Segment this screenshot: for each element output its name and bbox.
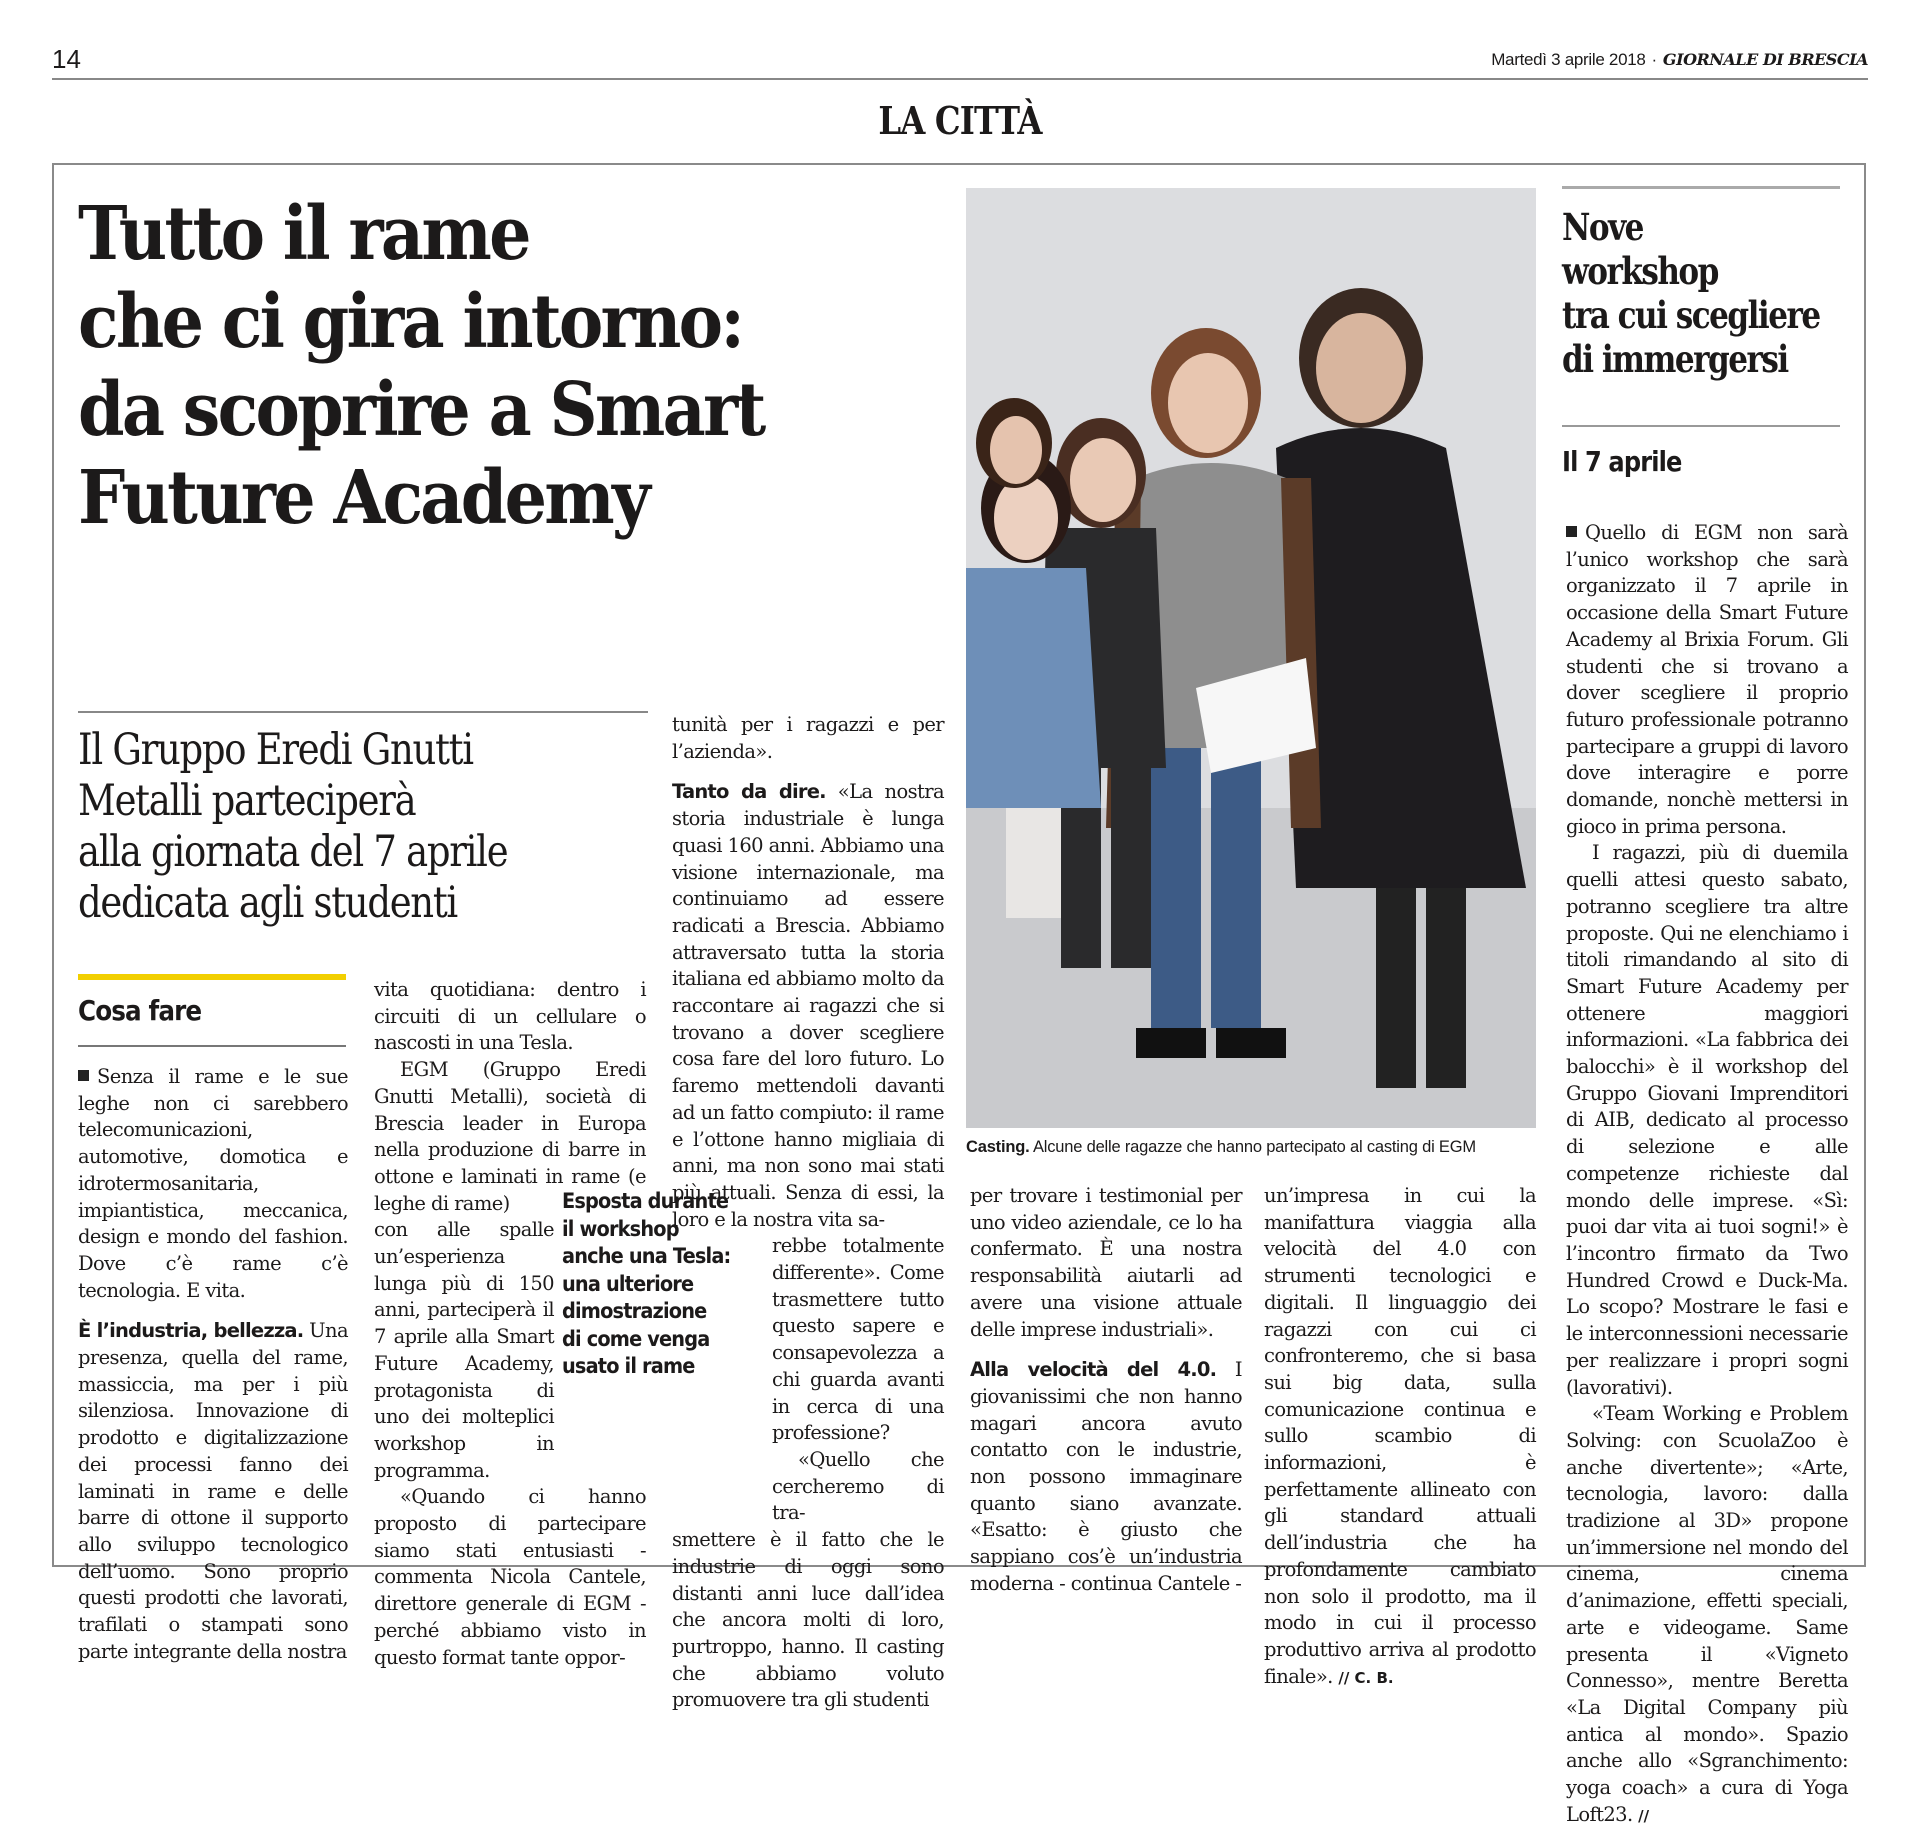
accent-bar	[78, 974, 346, 980]
subheadline-line: Il Gruppo Eredi Gnutti	[78, 725, 473, 775]
pull-quote-line: Esposta durante	[562, 1189, 729, 1213]
pull-quote-line: una ulteriore	[562, 1271, 694, 1296]
paragraph: con alle spalle un’esperienza lunga più di 150 anni, parteciperà il 7 aprile alla Smart Future Academy, protagonista di uno dei molteplici workshop in programma.	[374, 1218, 554, 1482]
article-column-1	[78, 1064, 348, 1665]
newspaper-name: GIORNALE DI BRESCIA	[1662, 50, 1868, 69]
paragraph-lead: È l’industria, bellezza.	[78, 1319, 304, 1343]
paragraph: «Quando ci hanno proposto di partecipare siamo stati entusiasti - commenta Nicola Cantele, direttore generale di EGM - perché abbiamo visto in questo format tante oppor-	[374, 1485, 646, 1669]
headline-line: Future Academy	[78, 455, 649, 541]
paragraph-lead: Alla velocità del 4.0.	[970, 1358, 1217, 1382]
sidebar-title-line: di immergersi	[1562, 337, 1788, 381]
pull-quote-line: di come venga	[562, 1326, 710, 1351]
paragraph: I ragazzi, più di duemila quelli attesi questo sabato, potranno scegliere tra altre proposte. Qui ne elenchiamo i titoli rimandando al sito di Smart Future Academy per ottenere maggiori informazioni. «La fabbrica dei balocchi» è il workshop del Gruppo Giovani Imprenditori di AIB, dedicato al processo di selezione e alle competenze richieste dal mondo delle imprese. «Sì: puoi dar vita ai tuoi sogni!» è l’incontro firmato da Two Hundred Crowd e Duck-Ma. Lo scopo? Mostrare le fasi e le interconnessioni necessarie per realizzare i propri sogni (lavorativi).	[1566, 841, 1848, 1399]
article-column-4	[970, 1183, 1242, 1598]
pull-quote-line: anche una Tesla:	[562, 1244, 731, 1268]
paragraph: «Quello che cercheremo di tra-	[772, 1447, 944, 1525]
sidebar-divider	[1562, 425, 1840, 427]
subheadline-divider	[78, 711, 648, 713]
sidebar-top-divider	[1562, 186, 1840, 189]
paragraph-bullet-icon	[1566, 526, 1577, 537]
header-divider	[52, 78, 1868, 80]
article-column-5	[1264, 1183, 1536, 1691]
pull-quote	[562, 1188, 737, 1381]
author-signature: // C. B.	[1338, 1668, 1394, 1687]
paragraph: «La nostra storia industriale è lunga quasi 160 anni. Abbiamo una visione internazionale, ma continuiamo ad essere radicati a Brescia. Abbiamo attraversato tutta la storia italiana ed abbiamo molto da raccontare ai ragazzi che si trovano a dover scegliere cosa fare del loro futuro. Lo faremo mettendoli davanti ad un fatto compiuto: il rame e l’ottone hanno migliaia di anni, ma non sono mai stati più attuali. Senza di essi, la loro e la nostra vita sa-	[672, 780, 944, 1231]
paragraph: per trovare i testimonial per uno video aziendale, ce lo ha confermato. È una nostra responsabilità aiutarli ad avere una visione attuale delle imprese industriali».	[970, 1184, 1242, 1341]
paragraph: tunità per i ragazzi e per l’azienda».	[672, 713, 944, 763]
paragraph: Senza il rame e le sue leghe non ci sarebbero telecomunicazioni, automotive, domotica e idrotermosanitaria, impiantistica, meccanica, design e mondo del fashion. Dove c’è rame c’è tecnologia. E vita.	[78, 1065, 348, 1302]
paragraph: un’impresa in cui la manifattura viaggia alla velocità del 4.0 con strumenti tecnologici e digitali. Il linguaggio dei ragazzi con cui ci confronteremo, che si basa sui big data, sulla comunicazione continua e sullo scambio di informazioni, è perfettamente allineato con gli standard attuali dell’industria che ha profondamente cambiato non solo il prodotto, ma il modo in cui il processo produttivo arriva al prodotto finale».	[1264, 1184, 1536, 1688]
sidebar-title-line: workshop	[1562, 249, 1718, 293]
subheadline	[78, 725, 628, 929]
end-mark: //	[1638, 1806, 1650, 1825]
box-divider	[78, 1045, 346, 1047]
paragraph-bullet-icon	[78, 1070, 89, 1081]
headline	[78, 190, 888, 542]
photo-caption	[966, 1138, 1546, 1157]
headline-line: Tutto il rame	[78, 191, 529, 277]
pull-quote-line: dimostrazione	[562, 1299, 707, 1323]
sidebar-title-line: tra cui scegliere	[1562, 293, 1820, 337]
paragraph: Una presenza, quella del rame, massiccia, ma per i più silenziosa. Innovazione di prodotto e digitalizzazione dei processi fanno dei laminati in rame e delle barre di ottone il supporto allo sviluppo tecnologico dell’uomo. Sono proprio questi prodotti che lavorati, trafilati o stampati sono parte integrante della nostra	[78, 1319, 348, 1663]
pull-quote-line: usato il rame	[562, 1354, 695, 1378]
sidebar-title	[1562, 205, 1820, 381]
masthead-line	[1491, 50, 1868, 70]
sidebar-column	[1566, 520, 1848, 1829]
sidebar-date-heading: Il 7 aprile	[1562, 445, 1682, 478]
paragraph: «Team Working e Problem Solving: con ScuolaZoo è anche divertente»; «Arte, tecnologia, lavoro: dalla tradizione al 3D» propone un’immersione nel mondo del cinema, cinema d’animazione, effetti speciali, arte e videogame. Same presenta il «Vigneto Connesso», mentre Beretta «La Digital Company più antica al mondo». Spazio anche allo «Sgranchimento: yoga coach» a cura di Yoga Loft23.	[1566, 1402, 1848, 1826]
caption-lead: Casting.	[966, 1138, 1030, 1156]
paragraph: EGM (Gruppo Eredi Gnutti Metalli), società di Brescia leader in Europa nella produzione di barre in ottone e laminati in rame (e leghe di rame)	[374, 1058, 646, 1215]
person-figure	[976, 398, 1052, 488]
caption-text: Alcune delle ragazze che hanno partecipato al casting di EGM	[1029, 1138, 1476, 1156]
paragraph: rebbe totalmente differente». Come trasmettere tutto questo sapere e consapevolezza a chi guarda avanti in cerca di una professione?	[772, 1234, 944, 1445]
sidebar-title-line: Nove	[1562, 205, 1643, 249]
subheadline-line: dedicata agli studenti	[78, 878, 457, 928]
pull-quote-line: il workshop	[562, 1216, 679, 1241]
issue-date: Martedì 3 aprile 2018	[1491, 50, 1646, 69]
paragraph: I giovanissimi che non hanno magari ancora avuto contatto con le industrie, non possono immaginare quanto siano avanzate. «Esatto: è giusto che sappiano cos’è un’industria moderna - continua Cantele -	[970, 1358, 1243, 1595]
paragraph: vita quotidiana: dentro i circuiti di un cellulare o nascosti in una Tesla.	[374, 978, 646, 1055]
headline-line: da scoprire a Smart	[78, 367, 764, 453]
box-title: Cosa fare	[78, 994, 202, 1027]
paragraph: Quello di EGM non sarà l’unico workshop che sarà organizzato il 7 aprile in occasione della Smart Future Academy al Brixia Forum. Gli studenti che si trovano a dover scegliere il proprio futuro professionale potranno partecipare a gruppi di lavoro dove interagire e porre domande, nonchè mettersi in gioco in prima persona.	[1566, 521, 1848, 838]
headline-line: che ci gira intorno:	[78, 279, 743, 365]
paragraph-lead: Tanto da dire.	[672, 780, 826, 804]
section-title: LA CITTÀ	[878, 98, 1042, 143]
separator: ·	[1651, 50, 1657, 69]
paragraph: smettere è il fatto che le industrie di oggi sono distanti anni luce dall’idea che ancora molti di loro, purtroppo, hanno. Il casting che abbiamo voluto promuovere tra gli studenti	[672, 1528, 944, 1712]
subheadline-line: alla giornata del 7 aprile	[78, 827, 508, 877]
page-number: 14	[52, 44, 81, 74]
article-photo	[966, 188, 1536, 1128]
photo-illustration	[966, 188, 1536, 1128]
subheadline-line: Metalli parteciperà	[78, 776, 416, 826]
